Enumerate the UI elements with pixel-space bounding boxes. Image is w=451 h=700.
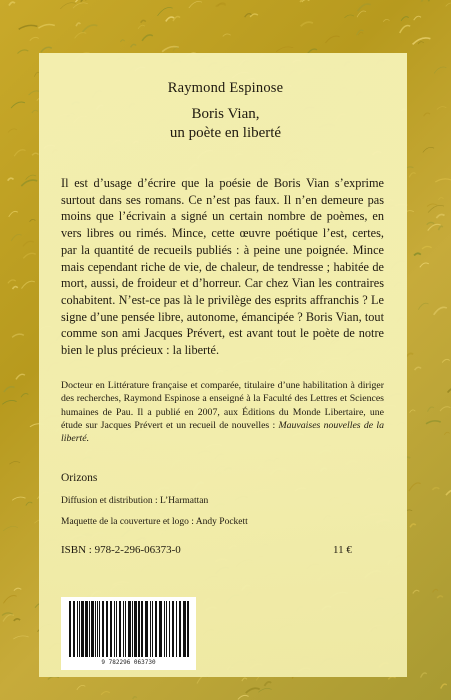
brushstroke <box>76 23 80 26</box>
book-title-line2: un poète en liberté <box>169 125 282 141</box>
book-blurb: Il est d’usage d’écrire que la poésie de Boris Vian s’exprime surtout dans ses romans. Ce n’est pas faux. Il n’en demeure pas moins que l’écrivain a signé un certain nombre de poèmes, en vers libres ou rimés. Mince, cette œuvre poétique l’est, certes, par la quantité de recueils publiés : à peine une poignée. Mince mais cependant riche de vie, de chaleur, de tendresse ; habitée de mort, aussi, de froideur et d’horreur. Car chez Vian les contraires cohabitent. N’est-ce pas là le privilège des esprits affranchis ? Le signe d’une pensée libre, autonome, émancipée ? Boris Vian, tout comme son ami Jacques Prévert, est avant tout le poète de notre bien le plus précieux : la liberté. <box>61 176 384 358</box>
brushstroke <box>448 387 451 392</box>
brushstroke <box>9 2 15 5</box>
barcode-bar <box>169 601 170 657</box>
brushstroke <box>422 246 432 249</box>
brushstroke <box>16 374 25 379</box>
brushstroke <box>9 462 20 465</box>
barcode-number: 9 782296 063730 <box>101 659 156 666</box>
brushstroke <box>14 150 25 156</box>
barcode-bar <box>119 601 121 657</box>
brushstroke <box>435 179 451 182</box>
brushstroke <box>358 32 363 35</box>
brushstroke <box>121 40 125 42</box>
publisher-name: Orizons <box>61 472 98 484</box>
barcode-bar <box>79 601 80 657</box>
brushstroke <box>238 695 249 699</box>
brushstroke <box>8 280 16 283</box>
barcode-bar <box>187 601 189 657</box>
barcode-bar <box>106 601 108 657</box>
brushstroke <box>446 3 451 6</box>
brushstroke <box>81 0 87 2</box>
brushstroke <box>21 180 37 186</box>
barcode-bar <box>179 601 181 657</box>
barcode-bar <box>69 601 71 657</box>
brushstroke <box>77 685 86 690</box>
brushstroke <box>440 407 451 411</box>
price: 11 € <box>333 544 352 556</box>
brushstroke <box>444 432 449 435</box>
author-bio <box>61 379 384 445</box>
brushstroke <box>433 589 438 592</box>
brushstroke <box>83 25 98 32</box>
barcode-bar <box>125 601 126 657</box>
brushstroke <box>426 421 441 424</box>
brushstroke <box>13 636 28 639</box>
brushstroke <box>30 37 39 40</box>
brushstroke <box>421 673 427 678</box>
barcode-bar <box>152 601 153 657</box>
brushstroke <box>8 178 14 181</box>
brushstroke <box>413 590 420 593</box>
brushstroke <box>410 410 416 413</box>
barcode-bar <box>172 601 174 657</box>
barcode-bar <box>89 601 90 657</box>
brushstroke <box>409 483 421 491</box>
barcode-bar <box>102 601 104 657</box>
brushstroke <box>26 175 36 180</box>
brushstroke <box>26 502 33 505</box>
brushstroke <box>242 678 247 681</box>
brushstroke <box>302 0 310 2</box>
barcode-bar <box>85 601 88 657</box>
text-panel <box>39 53 407 677</box>
barcode-bar <box>132 601 133 657</box>
brushstroke <box>141 20 146 22</box>
brushstroke <box>401 17 409 21</box>
brushstroke <box>400 25 411 33</box>
brushstroke <box>418 303 428 309</box>
barcode-bar <box>155 601 157 657</box>
barcode-bar <box>150 601 151 657</box>
brushstroke <box>131 44 137 47</box>
brushstroke <box>432 488 439 490</box>
barcode-bar <box>159 601 162 657</box>
barcode-bar <box>77 601 78 657</box>
brushstroke <box>414 16 421 20</box>
brushstroke <box>4 387 15 392</box>
barcode-bar <box>110 601 112 657</box>
brushstroke <box>14 588 21 591</box>
brushstroke <box>258 688 271 692</box>
brushstroke <box>383 19 389 21</box>
brushstroke <box>12 334 24 337</box>
brushstroke <box>11 234 21 240</box>
author-bio-text: Docteur en Littérature française et comparée, titulaire d’une habilitation à diriger des recherches, Raymond Espinose a enseigné à la Faculté des Lettres et Sciences humaines de Pau. Il a publié en 2007, aux Éditions du Monde Libertaire, une étude sur Jacques Prévert et un recueil de nouvelles : <box>61 380 384 431</box>
barcode-bar <box>164 601 165 657</box>
barcode-bar <box>123 601 124 657</box>
brushstroke <box>2 400 16 404</box>
brushstroke <box>73 3 88 8</box>
brushstroke <box>21 393 28 397</box>
barcode-bar <box>95 601 96 657</box>
brushstroke <box>101 692 110 695</box>
brushstroke <box>437 596 443 598</box>
brushstroke <box>420 263 429 267</box>
brushstroke <box>133 697 137 699</box>
brushstroke <box>446 490 451 495</box>
brushstroke <box>358 4 371 11</box>
barcode-bar <box>97 601 98 657</box>
brushstroke <box>427 222 435 224</box>
brushstroke <box>265 682 272 686</box>
brushstroke <box>32 153 39 155</box>
barcode-bar <box>128 601 131 657</box>
barcode-bars <box>61 597 196 659</box>
brushstroke <box>442 359 450 362</box>
brushstroke <box>276 47 293 52</box>
brushstroke <box>12 497 25 500</box>
barcode <box>61 597 196 670</box>
brushstroke <box>409 173 415 178</box>
brushstroke <box>415 367 422 370</box>
brushstroke <box>13 287 18 290</box>
brushstroke <box>418 42 424 44</box>
brushstroke <box>3 526 18 530</box>
brushstroke <box>413 38 431 44</box>
brushstroke <box>158 8 173 16</box>
barcode-bar <box>134 601 137 657</box>
brushstroke <box>30 219 36 221</box>
barcode-bar <box>183 601 186 657</box>
brushstroke <box>14 619 20 621</box>
book-title-line1: Boris Vian, <box>191 106 260 122</box>
brushstroke <box>345 15 355 18</box>
brushstroke <box>357 11 366 17</box>
brushstroke <box>223 34 231 36</box>
brushstroke <box>3 596 16 604</box>
brushstroke <box>41 47 52 52</box>
brushstroke <box>414 253 421 255</box>
isbn: ISBN : 978-2-296-06373-0 <box>61 544 181 556</box>
brushstroke <box>301 22 313 26</box>
barcode-bar <box>145 601 148 657</box>
brushstroke <box>3 615 14 622</box>
brushstroke <box>23 241 34 246</box>
author-name: Raymond Espinose <box>167 80 284 96</box>
brushstroke <box>22 281 35 288</box>
brushstroke <box>75 32 87 38</box>
barcode-bar <box>116 601 117 657</box>
barcode-bar <box>176 601 177 657</box>
barcode-bar <box>99 601 100 657</box>
barcode-bar <box>166 601 167 657</box>
brushstroke <box>434 307 447 315</box>
brushstroke <box>19 25 38 29</box>
brushstroke <box>428 205 444 212</box>
barcode-bar <box>91 601 94 657</box>
brushstroke <box>441 684 447 689</box>
brushstroke <box>38 24 54 28</box>
brushstroke <box>189 1 202 8</box>
cover-design-credit: Maquette de la couverture et logo : Andy Pockett <box>61 517 248 527</box>
brushstroke <box>173 47 179 51</box>
barcode-bar <box>73 601 75 657</box>
brushstroke <box>9 211 18 217</box>
brushstroke <box>388 677 395 680</box>
brushstroke <box>216 4 226 7</box>
barcode-bar <box>138 601 140 657</box>
brushstroke <box>138 25 145 29</box>
brushstroke <box>142 35 153 41</box>
brushstroke <box>428 0 436 1</box>
distribution-line: Diffusion et distribution : L’Harmattan <box>61 496 209 506</box>
brushstroke <box>75 0 93 2</box>
brushstroke <box>439 226 443 230</box>
brushstroke <box>410 524 416 527</box>
brushstroke <box>325 36 339 43</box>
brushstroke <box>246 688 260 693</box>
brushstroke <box>18 50 29 54</box>
barcode-bar <box>114 601 115 657</box>
brushstroke <box>436 214 444 218</box>
brushstroke <box>434 67 446 73</box>
brushstroke <box>439 198 444 200</box>
author-bio-book-title: Mauvaises nouvelles de la liberté. <box>61 419 384 445</box>
brushstroke <box>23 253 36 258</box>
brushstroke <box>428 407 434 412</box>
barcode-bar <box>81 601 84 657</box>
barcode-bar <box>141 601 143 657</box>
brushstroke <box>423 147 434 152</box>
